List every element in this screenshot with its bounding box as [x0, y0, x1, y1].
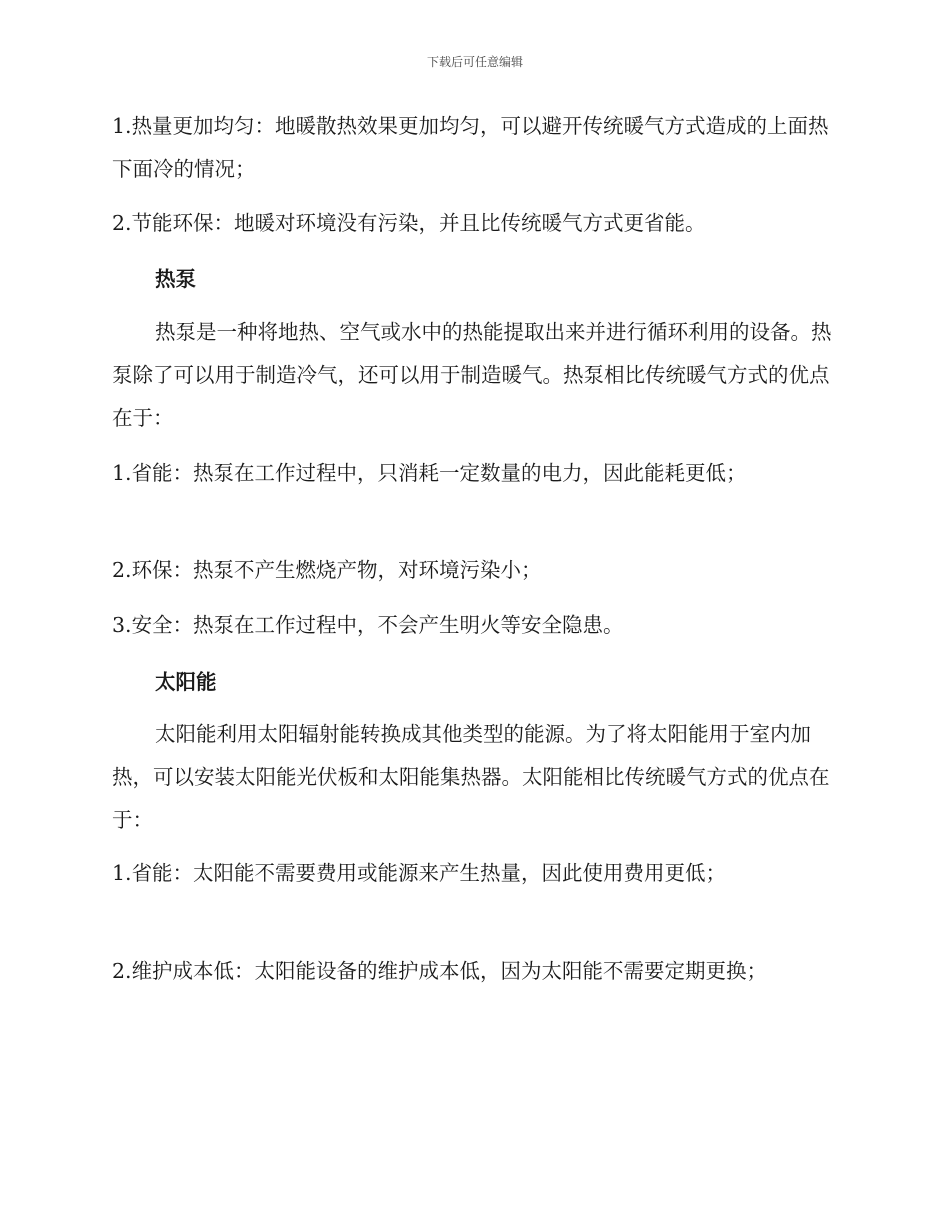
list-item	[112, 604, 834, 647]
paragraph-heat-pump: 热泵是一种将地热、空气或水中的热能提取出来并进行循环利用的设备。热泵除了可以用于制造冷气，还可以用于制造暖气。热泵相比传统暖气方式的优点在于：	[112, 320, 832, 430]
list-text: 热量更加均匀：地暖散热效果更加均匀，可以避开传统暖气方式造成的上面热下面冷的情况；	[112, 114, 829, 181]
paragraph-solar: 太阳能利用太阳辐射能转换成其他类型的能源。为了将太阳能用于室内加热，可以安装太阳能光伏板和太阳能集热器。太阳能相比传统暖气方式的优点在于：	[112, 722, 830, 832]
list-text: 维护成本低：太阳能设备的维护成本低，因为太阳能不需要定期更换；	[131, 959, 768, 983]
list-text: 省能：热泵在工作过程中，只消耗一定数量的电力，因此能耗更低；	[131, 461, 747, 485]
list-item	[112, 950, 834, 993]
list-text: 省能：太阳能不需要费用或能源来产生热量，因此使用费用更低；	[131, 861, 727, 885]
list-text: 环保：热泵不产生燃烧产物，对环境污染小；	[131, 558, 542, 582]
list-number: 1.	[112, 861, 132, 885]
list-number: 2.	[112, 959, 132, 983]
list-number: 1.	[112, 114, 132, 138]
page-header: 下载后可任意编辑	[426, 55, 523, 69]
list-number: 2.	[112, 558, 132, 582]
list-item	[112, 549, 834, 592]
list-number: 3.	[112, 613, 132, 637]
section-heading-solar: 太阳能	[155, 670, 217, 694]
list-text: 节能环保：地暖对环境没有污染，并且比传统暖气方式更省能。	[131, 211, 706, 235]
list-item	[112, 202, 834, 245]
list-number: 2.	[112, 211, 132, 235]
section-heading-heat-pump: 热泵	[155, 267, 196, 291]
list-item	[112, 452, 834, 495]
list-item	[112, 852, 834, 895]
list-number: 1.	[112, 461, 132, 485]
list-item	[112, 105, 834, 191]
list-text: 安全：热泵在工作过程中，不会产生明火等安全隐患。	[131, 613, 624, 637]
